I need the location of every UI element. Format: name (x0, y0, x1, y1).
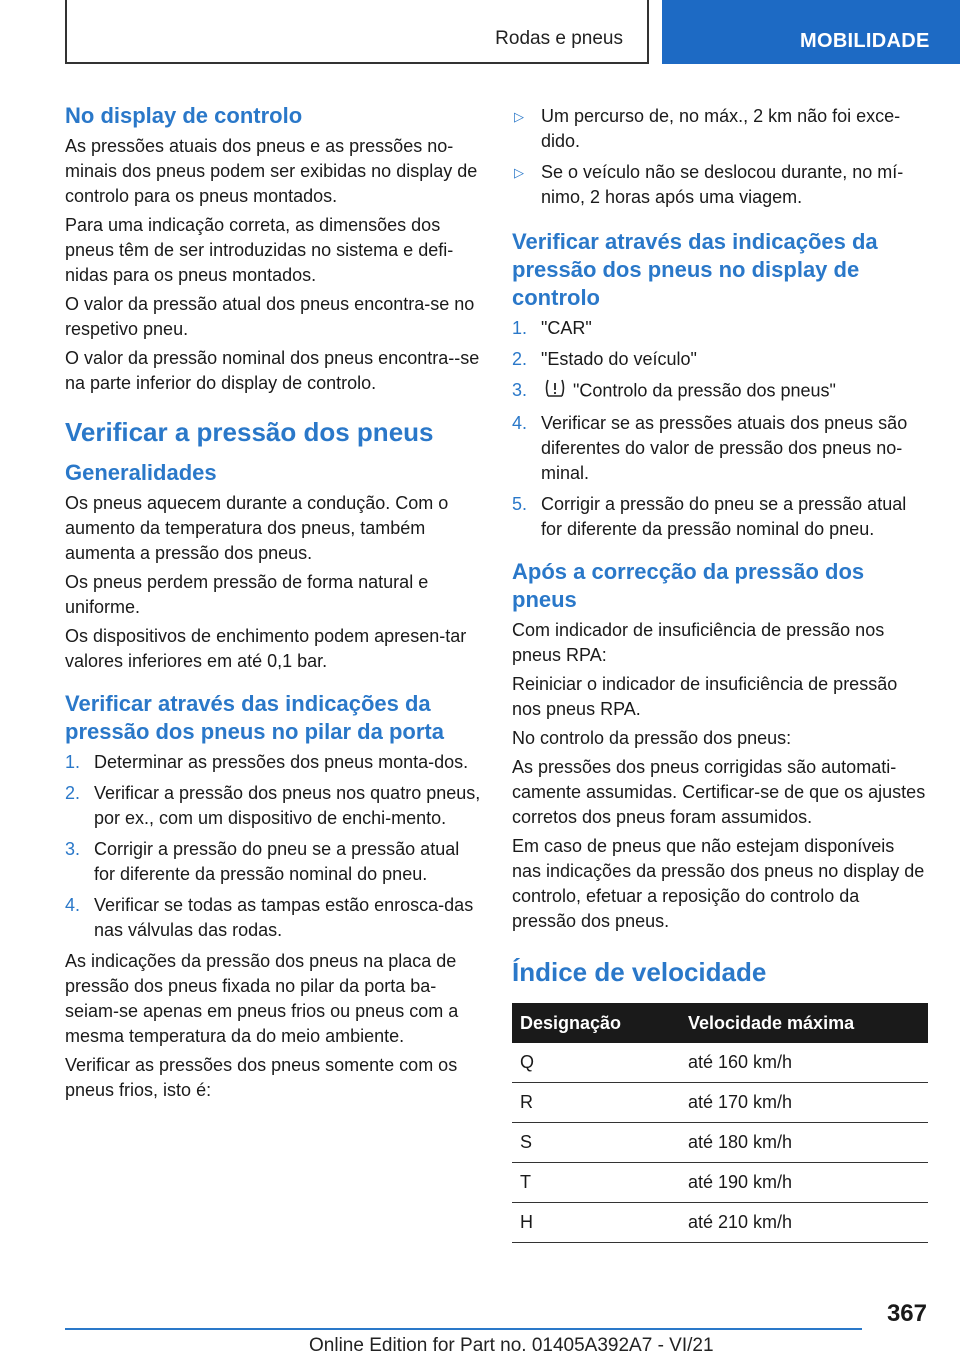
table-row (512, 1203, 928, 1243)
list-item (65, 781, 481, 831)
step-text: "CAR" (541, 318, 592, 338)
header-chapter-tab: MOBILIDADE (662, 0, 960, 64)
step-number: 2. (65, 783, 81, 803)
step-text: Verificar se todas as tampas estão enrosca-das nas válvulas das rodas. (94, 895, 474, 940)
footer-edition: Online Edition for Part no. 01405A392A7 - VI/21 (309, 1335, 714, 1356)
paragraph: Para uma indicação correta, as dimensões dos pneus têm de ser introduzidas no sistema e defi-nidas para os pneus montados. (65, 215, 454, 285)
step-number: 4. (512, 413, 528, 433)
right-column (512, 100, 928, 1243)
table-cell: até 170 km/h (680, 1083, 928, 1123)
triangle-right-icon: ▷ (514, 109, 524, 124)
table-cell: até 160 km/h (680, 1043, 928, 1083)
paragraph: As indicações da pressão dos pneus na placa de pressão dos pneus fixada no pilar da porta ba-seiam-se apenas em pneus frios ou pneus com a mesma temperatura da do meio ambiente. (65, 951, 459, 1046)
table-row (512, 1123, 928, 1163)
paragraph: As pressões atuais dos pneus e as pressões no-minais dos pneus podem ser exibidas no display de controlo para os pneus montados. (65, 136, 478, 206)
paragraph: Os dispositivos de enchimento podem apresen-tar valores inferiores em até 0,1 bar. (65, 626, 467, 671)
step-number: 4. (65, 895, 81, 915)
list-item (65, 893, 481, 943)
paragraph: Verificar as pressões dos pneus somente com os pneus frios, isto é: (65, 1055, 458, 1100)
step-number: 3. (65, 839, 81, 859)
triangle-right-icon: ▷ (514, 165, 524, 180)
column-header: Designação (512, 1003, 680, 1043)
page-number: 367 (886, 1300, 927, 1327)
step-text: "Controlo da pressão dos pneus" (573, 380, 836, 401)
paragraph: As pressões dos pneus corrigidas são automati-camente assumidas. Certificar-se de que os ajustes corretos dos pneus foram assumidos. (512, 757, 926, 827)
paragraph: Com indicador de insuficiência de pressão nos pneus RPA: (512, 620, 885, 665)
tire-pressure-warning-icon (543, 378, 567, 405)
list-item (512, 411, 928, 486)
paragraph: O valor da pressão atual dos pneus encontra-se no respetivo pneu. (65, 294, 475, 339)
steps-display-list (512, 316, 928, 542)
step-number: 1. (512, 318, 528, 338)
table-header-row (512, 1003, 928, 1043)
conditions-bullet-list (512, 104, 928, 210)
step-number: 2. (512, 349, 528, 369)
step-text: "Estado do veículo" (541, 349, 697, 369)
header-section-title: Rodas e pneus (495, 28, 623, 49)
heading-generalidades: Generalidades (65, 460, 217, 485)
footer-divider (65, 1328, 862, 1330)
header-section-box (65, 0, 649, 64)
step-text: Corrigir a pressão do pneu se a pressão atual for diferente da pressão nominal do pneu. (94, 839, 460, 884)
list-item (512, 378, 928, 405)
bullet-text: Um percurso de, no máx., 2 km não foi exce-dido. (541, 106, 901, 151)
table-row (512, 1043, 928, 1083)
step-text: Determinar as pressões dos pneus monta-dos. (94, 752, 469, 772)
table-cell: R (512, 1083, 680, 1123)
step-number: 5. (512, 494, 528, 514)
table-cell: H (512, 1203, 680, 1243)
column-header: Velocidade máxima (680, 1003, 928, 1043)
table-cell: até 180 km/h (680, 1123, 928, 1163)
list-item (65, 837, 481, 887)
table-row (512, 1163, 928, 1203)
heading-pilar-porta: Verificar através das indicações da pressão dos pneus no pilar da porta (65, 691, 444, 744)
paragraph: Reiniciar o indicador de insuficiência de pressão nos pneus RPA. (512, 674, 898, 719)
step-text: Verificar a pressão dos pneus nos quatro pneus, por ex., com um dispositivo de enchi-mento. (94, 783, 481, 828)
paragraph: Os pneus perdem pressão de forma natural e uniforme. (65, 572, 429, 617)
heading-display-controlo: No display de controlo (65, 103, 303, 128)
paragraph: Em caso de pneus que não estejam disponíveis nas indicações da pressão dos pneus no display de controlo, efetuar a reposição do controlo da pressão dos pneus. (512, 836, 925, 931)
table-cell: T (512, 1163, 680, 1203)
list-item (512, 316, 928, 341)
heading-apos-correccao: Após a correcção da pressão dos pneus (512, 559, 865, 612)
step-text: Corrigir a pressão do pneu se a pressão atual for diferente da pressão nominal do pneu. (541, 494, 907, 539)
list-item (512, 492, 928, 542)
table-cell: Q (512, 1043, 680, 1083)
list-item (512, 160, 928, 210)
speed-index-table (512, 1003, 928, 1243)
heading-verificar-pressao: Verificar a pressão dos pneus (65, 417, 434, 447)
table-row (512, 1083, 928, 1123)
list-item (512, 347, 928, 372)
list-item (512, 104, 928, 154)
list-item (65, 750, 481, 775)
steps-pilar-list (65, 750, 481, 943)
paragraph: O valor da pressão nominal dos pneus encontra--se na parte inferior do display de controlo. (65, 348, 480, 393)
heading-indice-velocidade: Índice de velocidade (512, 957, 767, 987)
paragraph: Os pneus aquecem durante a condução. Com o aumento da temperatura dos pneus, também aumenta a pressão dos pneus. (65, 493, 449, 563)
table-cell: até 190 km/h (680, 1163, 928, 1203)
bullet-text: Se o veículo não se deslocou durante, no mí-nimo, 2 horas após uma viagem. (541, 162, 904, 207)
heading-display-indicacoes: Verificar através das indicações da pressão dos pneus no display de controlo (512, 229, 878, 310)
table-cell: S (512, 1123, 680, 1163)
step-number: 1. (65, 752, 81, 772)
left-column (65, 100, 481, 1107)
step-text: Verificar se as pressões atuais dos pneus são diferentes do valor de pressão dos pneus no-minal. (541, 413, 908, 483)
table-cell: até 210 km/h (680, 1203, 928, 1243)
paragraph: No controlo da pressão dos pneus: (512, 728, 792, 748)
step-number: 3. (512, 380, 528, 400)
